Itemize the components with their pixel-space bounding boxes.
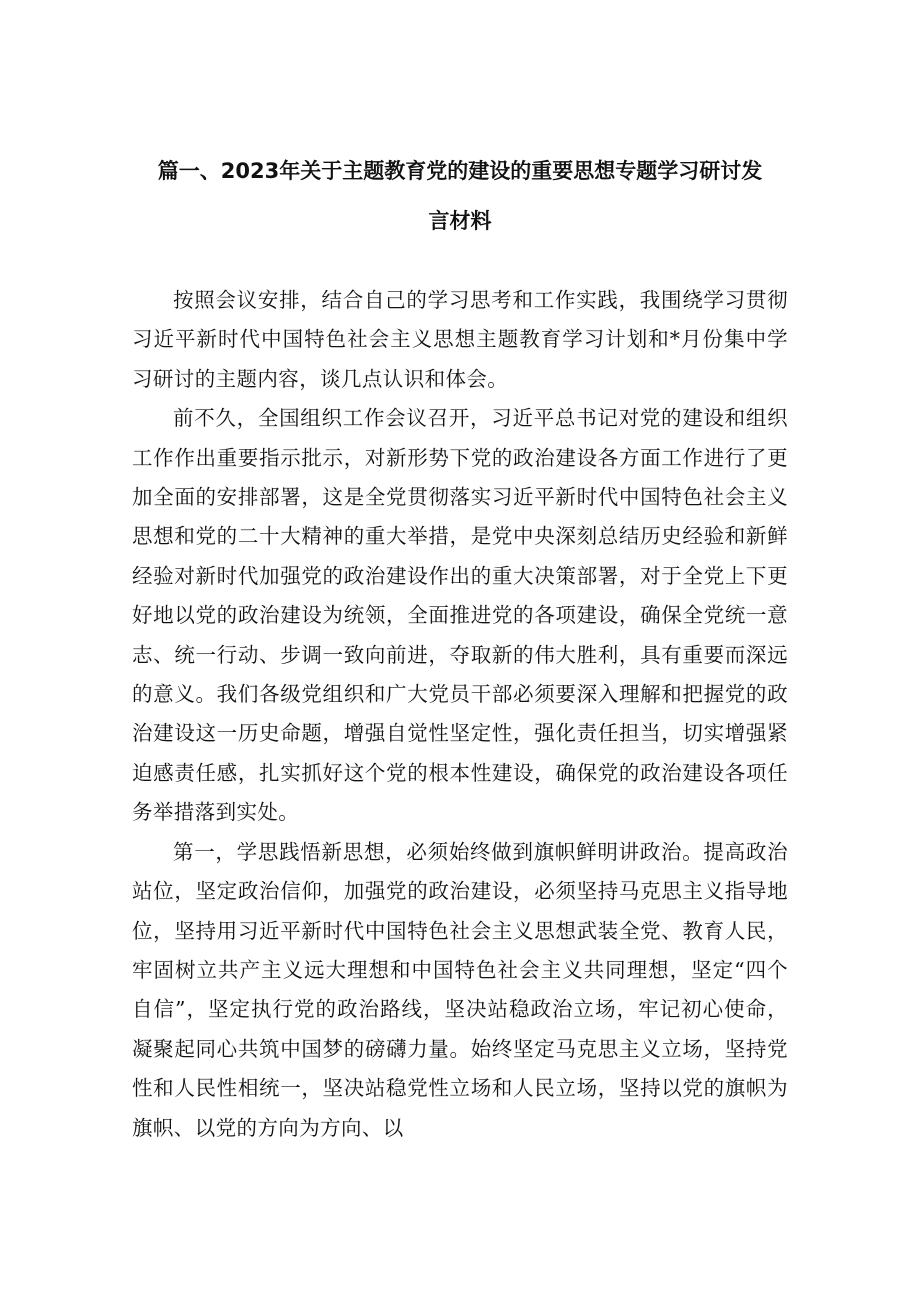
paragraph-intro: 按照会议安排，结合自己的学习思考和工作实践，我围绕学习贯彻习近平新时代中国特色社会主义思想主题教育学习计划和*月份集中学习研讨的主题内容，谈几点认识和体会。 bbox=[132, 288, 788, 391]
document-title bbox=[80, 146, 840, 246]
paragraph-point-one: 第一，学思践悟新思想，必须始终做到旗帜鲜明讲政治。提高政治站位，坚定政治信仰，加强党的政治建设，必须坚持马克思主义指导地位，坚持用习近平新时代中国特色社会主义思想武装全党、教育人民，牢固树立共产主义远大理想和中国特色社会主义共同理想，坚定“四个自信”，坚定执行党的政治路线，坚决站稳政治立场，牢记初心使命，凝聚起同心共筑中国梦的磅礴力量。始终坚定马克思主义立场，坚持党性和人民性相统一，坚决站稳党性立场和人民立场，坚持以党的旗帜为旗帜、以党的方向为方向、以 bbox=[132, 839, 788, 1140]
title-line-1: 篇一、2023年关于主题教育党的建设的重要思想专题学习研讨发 bbox=[157, 159, 763, 183]
paragraph-background: 前不久，全国组织工作会议召开，习近平总书记对党的建设和组织工作作出重要指示批示，对新形势下党的政治建设各方面工作进行了更加全面的安排部署，这是全党贯彻落实习近平新时代中国特色社会主义思想和党的二十大精神的重大举措，是党中央深刻总结历史经验和新鲜经验对新时代加强党的政治建设作出的重大决策部署，对于全党上下更好地以党的政治建设为统领，全面推进党的各项建设，确保全党统一意志、统一行动、步调一致向前进，夺取新的伟大胜利，具有重要而深远的意义。我们各级党组织和广大党员干部必须要深入理解和把握党的政治建设这一历史命题，增强自觉性坚定性，强化责任担当，切实增强紧迫感责任感，扎实抓好这个党的根本性建设，确保党的政治建设各项任务举措落到实处。 bbox=[132, 406, 788, 825]
document-body bbox=[132, 281, 788, 1148]
title-line-2: 言材料 bbox=[428, 209, 492, 233]
